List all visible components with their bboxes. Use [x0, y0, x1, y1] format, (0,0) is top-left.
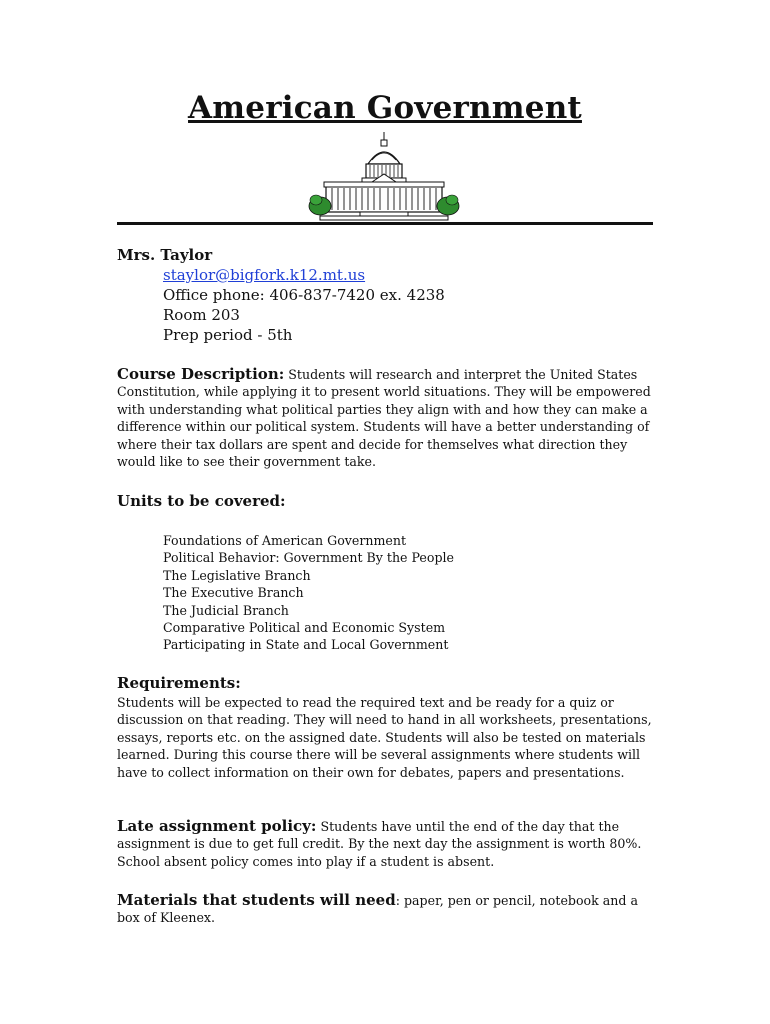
late-policy-text: Students have until the end of the day that the assignment is due to get full credit. By the next day the assignment is worth 80%. School absent policy comes into play if a student is absent.	[117, 819, 642, 869]
email-link[interactable]: staylor@bigfork.k12.mt.us	[163, 266, 366, 284]
materials-heading: Materials that students will need	[117, 891, 396, 909]
late-policy	[117, 818, 657, 870]
room-number: Room 203	[163, 306, 240, 324]
course-description-text: Students will research and interpret the United States Constitution, while applying it to present world situations. They will be empowered with understanding what political parties they align with and how they can make a difference within our political system. Students will have a better understanding of where their tax dollars are spent and decide for themselves what direction they would like to see their government take.	[117, 367, 651, 470]
materials-colon: :	[395, 893, 400, 908]
course-description	[117, 366, 657, 470]
list-item: The Legislative Branch	[163, 567, 311, 583]
list-item: Comparative Political and Economic System	[163, 620, 446, 636]
list-item: The Executive Branch	[163, 585, 304, 601]
list-item: Foundations of American Government	[163, 533, 407, 548]
requirements-heading: Requirements:	[117, 674, 241, 692]
contact-block	[163, 265, 445, 345]
units-list	[163, 532, 454, 654]
page-title: American Government	[188, 90, 582, 126]
materials	[117, 892, 657, 927]
list-item: Participating in State and Local Government	[163, 637, 449, 653]
teacher-name: Mrs. Taylor	[117, 246, 213, 264]
prep-period: Prep period - 5th	[163, 326, 293, 344]
materials-text: paper, pen or pencil, notebook and a box of Kleenex.	[117, 893, 638, 926]
late-policy-heading: Late assignment policy:	[117, 817, 317, 835]
list-item: The Judicial Branch	[163, 602, 289, 618]
office-phone: Office phone: 406-837-7420 ex. 4238	[163, 286, 445, 304]
list-item: Political Behavior: Government By the People	[163, 550, 454, 566]
capitol-building-icon	[308, 130, 460, 222]
divider	[117, 222, 653, 225]
course-description-heading: Course Description:	[117, 365, 285, 383]
requirements-text: Students will be expected to read the required text and be ready for a quiz or discussion on that reading. They will need to hand in all worksheets, presentations, essays, reports etc. on the assigned date. Students will also be tested on materials learned. During this course there will be several assignments where students will have to collect information on their own for debates, papers and presentations.	[117, 695, 652, 780]
units-heading: Units to be covered:	[117, 492, 286, 510]
